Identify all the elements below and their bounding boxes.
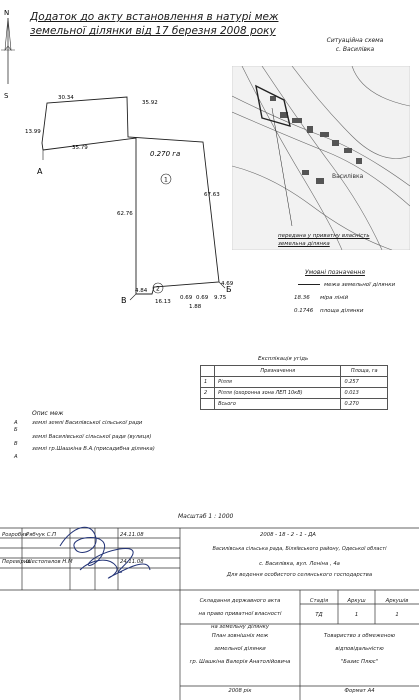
- situation-map: [232, 66, 410, 250]
- legend-title: Умовні позначення: [305, 269, 365, 276]
- node-label: 2: [156, 285, 160, 293]
- plan-title-line: План зовнішніх меж: [211, 633, 269, 639]
- sheet-value: 1: [395, 612, 399, 618]
- boundary-row-to: Б: [14, 427, 18, 433]
- length-label: 35.79: [72, 145, 88, 151]
- plan-title-line: земельної ділянки: [214, 646, 266, 652]
- legend-row: 18.36 міра ліній: [294, 295, 349, 301]
- situation-heading: [300, 36, 410, 54]
- north-arrow-icon: [1, 18, 15, 84]
- boundary-row: землі Василівської сільської ради (вулиця): [32, 434, 152, 440]
- length-label: 4.69: [221, 281, 234, 287]
- signer-role: Перевірив: [2, 559, 31, 565]
- explication-title: Експлікація угідь: [258, 356, 309, 362]
- length-label: 0.69: [196, 295, 209, 301]
- point-v-label: В: [121, 296, 127, 305]
- header-cell: Призначення: [215, 366, 341, 377]
- signer-role: Розробив: [2, 532, 28, 538]
- sheet-header: Аркуш: [347, 598, 366, 604]
- situation-title: Ситуаційна схема: [326, 37, 384, 44]
- boundaries-title: Опис меж: [32, 410, 64, 417]
- legend-row: межа земельної ділянки: [298, 282, 395, 288]
- table-row: 1 Рілля 0.257: [201, 377, 388, 388]
- sheet-value: ТД: [315, 612, 323, 618]
- transfer-note: передана у приватну власність земельна ділянка: [278, 233, 370, 247]
- point-b-label: Б: [226, 285, 232, 294]
- scale-label: Масштаб 1 : 1000: [178, 513, 234, 520]
- document-title: Додаток до акту встановлення в натурі меж земельної ділянки від 17 березня 2008 року: [30, 11, 279, 37]
- signer-name: Шестопалов Н.М: [26, 559, 73, 565]
- explication-table: [200, 365, 388, 410]
- length-label: 16.13: [155, 299, 171, 305]
- sheet-value: 1: [354, 612, 359, 618]
- header-cell: Площа, га: [341, 366, 388, 377]
- length-label: 67.63: [204, 192, 220, 198]
- length-label: 30.34: [58, 95, 74, 101]
- doc-title-line: на право приватної власності: [198, 611, 282, 617]
- sheet-header: Стадія: [309, 598, 329, 604]
- doc-title-line: Складання державного акта: [199, 598, 281, 604]
- length-label: 0.69: [180, 295, 193, 301]
- situation-place: с. Василівка: [335, 46, 375, 53]
- boundary-row: А землі землі Василівської сільської ради: [14, 420, 143, 426]
- table-row: Всього 0.270: [201, 399, 388, 410]
- plot-area: 0.270 га: [150, 150, 181, 158]
- boundary-line-sample: [298, 284, 320, 285]
- node-label: 1: [164, 176, 168, 184]
- land-purpose: Для ведення особистого селянського господарства: [226, 572, 373, 578]
- length-label: 1.88: [189, 304, 202, 310]
- boundary-row-to: А: [14, 454, 18, 460]
- doc-code: 2008 - 18 - 2 - 1 - ДА: [260, 532, 316, 538]
- signer-date: 24.11.08: [120, 532, 144, 538]
- signer-name: Рябчук С.П: [26, 532, 57, 538]
- doc-title-line: на земельну ділянку: [210, 624, 269, 630]
- length-label: 4.84: [135, 288, 148, 294]
- council-name: Василівська сільська рада, Біляївського району, Одеської області: [212, 546, 387, 552]
- company-line: Товариство з обмеженою: [323, 633, 396, 639]
- company-line: "Базис Плюс": [340, 659, 379, 665]
- plan-title-line: гр. Шашкіна Валерія Анатолійовича: [189, 659, 291, 665]
- map-village-label: Василівка: [332, 173, 364, 180]
- table-header-row: [201, 366, 388, 377]
- boundary-row-to: В: [14, 441, 18, 447]
- header-cell: [201, 366, 215, 377]
- address: с. Василівка, вул. Леніна , 4а: [259, 561, 340, 567]
- sheet-header: Аркушів: [385, 598, 409, 604]
- length-label: 9.75: [214, 295, 227, 301]
- company-line: відповідальністю: [335, 646, 384, 652]
- length-label: 62.76: [117, 211, 133, 217]
- plot-boundary: [42, 97, 219, 294]
- format-label: Формат А4: [344, 688, 375, 694]
- north-label: N: [4, 9, 10, 17]
- table-row: 2 Рілля (охоронна зона ЛЕП 10кВ) 0.013: [201, 388, 388, 399]
- length-label: 13.99: [25, 129, 41, 135]
- point-a-label: А: [37, 167, 43, 176]
- signer-date: 24.11.08: [120, 559, 144, 565]
- boundary-row: землі гр.Шашкіна В.А.(присадибна ділянка): [32, 446, 155, 452]
- length-label: 35.92: [142, 100, 158, 106]
- legend-row: 0.1746 площа ділянки: [294, 308, 364, 314]
- south-label: S: [4, 92, 9, 100]
- year-label: 2008 рік: [228, 688, 252, 694]
